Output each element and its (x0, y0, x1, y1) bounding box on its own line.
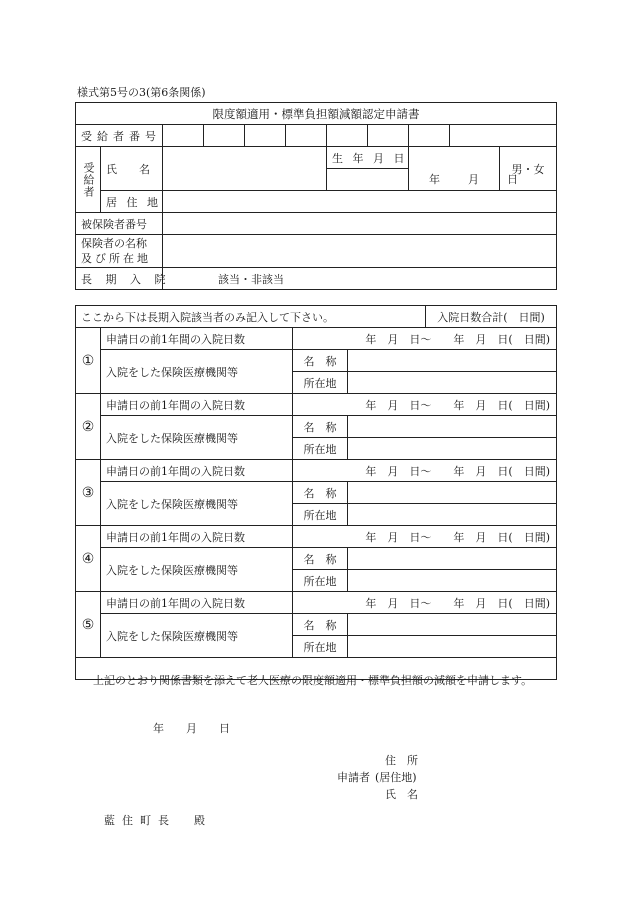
days-label: 申請日の前1年間の入院日数 (101, 328, 293, 350)
insurer-field[interactable] (163, 235, 557, 268)
entry-number: ① (76, 328, 101, 394)
recipient-number-box[interactable] (163, 125, 204, 147)
facility-name-label: 名 称 (293, 614, 348, 636)
birth-year-label: 年 (429, 173, 440, 186)
entry-number: ③ (76, 460, 101, 526)
facility-location-label: 所在地 (293, 504, 348, 526)
declaration-section (76, 658, 557, 827)
application-date-field[interactable]: 年 月 日 (153, 722, 230, 735)
declaration-text: 上記のとおり関係書類を添えて老人医療の限度額適用・標準負担額の減額を申請します。 (93, 674, 533, 687)
name-label: 氏 名 (101, 147, 163, 191)
birth-blank (327, 169, 409, 191)
entry-number: ④ (76, 526, 101, 592)
recipient-number-blank (450, 125, 557, 147)
recipient-number-box[interactable] (327, 125, 368, 147)
facility-label: 入院をした保険医療機関等 (101, 350, 293, 394)
facility-location-field[interactable] (348, 504, 557, 526)
total-days-field[interactable]: 入院日数合計( 日間) (426, 306, 557, 328)
long-term-label: 長 期 入 院 (76, 268, 163, 290)
insured-number-label: 被保険者番号 (76, 213, 163, 235)
period-field[interactable]: 年 月 日〜 年 月 日( 日間) (293, 526, 557, 548)
insurer-label (76, 235, 163, 268)
facility-name-label: 名 称 (293, 482, 348, 504)
period-field[interactable]: 年 月 日〜 年 月 日( 日間) (293, 394, 557, 416)
application-form-top (75, 102, 557, 290)
facility-location-field[interactable] (348, 570, 557, 592)
facility-name-field[interactable] (348, 548, 557, 570)
birth-month-label: 月 (468, 173, 479, 186)
facility-label: 入院をした保険医療機関等 (101, 614, 293, 658)
period-field[interactable]: 年 月 日〜 年 月 日( 日間) (293, 328, 557, 350)
days-label: 申請日の前1年間の入院日数 (101, 460, 293, 482)
applicant-residence-label: (居住地) (375, 771, 417, 784)
insured-number-field[interactable] (163, 213, 557, 235)
facility-label: 入院をした保険医療機関等 (101, 482, 293, 526)
form-number: 様式第5号の3(第6条関係) (77, 86, 206, 99)
long-term-select[interactable]: 該当・非該当 (163, 268, 557, 290)
facility-location-field[interactable] (348, 372, 557, 394)
facility-label: 入院をした保険医療機関等 (101, 548, 293, 592)
long-term-hospitalization-table (75, 305, 557, 827)
facility-label: 入院をした保険医療機関等 (101, 416, 293, 460)
recipient-label: 受給者 (76, 147, 101, 213)
days-label: 申請日の前1年間の入院日数 (101, 394, 293, 416)
facility-location-label: 所在地 (293, 372, 348, 394)
insurer-label-line-1: 保険者の名称 (81, 237, 147, 250)
facility-name-label: 名 称 (293, 350, 348, 372)
address-field[interactable] (163, 191, 557, 213)
address-label: 居 住 地 (101, 191, 163, 213)
sex-select[interactable]: 男・女 (500, 147, 557, 191)
period-field[interactable]: 年 月 日〜 年 月 日( 日間) (293, 460, 557, 482)
recipient-number-box[interactable] (245, 125, 286, 147)
days-label: 申請日の前1年間の入院日数 (101, 592, 293, 614)
facility-name-field[interactable] (348, 416, 557, 438)
insurer-label-line-2: 及び所在地 (81, 252, 151, 265)
entry-number: ② (76, 394, 101, 460)
entry-number: ⑤ (76, 592, 101, 658)
birth-date-field[interactable] (409, 147, 518, 191)
recipient-number-box[interactable] (204, 125, 245, 147)
facility-name-field[interactable] (348, 350, 557, 372)
facility-location-field[interactable] (348, 438, 557, 460)
applicant-address-label: 住 所 (385, 754, 418, 767)
facility-name-field[interactable] (348, 614, 557, 636)
applicant-label: 申請者 (337, 771, 370, 784)
facility-name-field[interactable] (348, 482, 557, 504)
ltc-header-note: ここから下は長期入院該当者のみ記入して下さい。 (76, 306, 426, 328)
name-field[interactable] (163, 147, 327, 191)
days-label: 申請日の前1年間の入院日数 (101, 526, 293, 548)
recipient-number-box[interactable] (409, 125, 450, 147)
form-title: 限度額適用・標準負担額減額認定申請書 (76, 103, 557, 125)
period-field[interactable]: 年 月 日〜 年 月 日( 日間) (293, 592, 557, 614)
facility-location-label: 所在地 (293, 636, 348, 658)
birth-day-label: 日 (507, 173, 518, 186)
facility-name-label: 名 称 (293, 548, 348, 570)
facility-name-label: 名 称 (293, 416, 348, 438)
facility-location-label: 所在地 (293, 570, 348, 592)
facility-location-field[interactable] (348, 636, 557, 658)
facility-location-label: 所在地 (293, 438, 348, 460)
addressee: 藍住町長 殿 (104, 814, 212, 827)
birth-label: 生 年 月 日 (327, 147, 409, 169)
recipient-number-box[interactable] (286, 125, 327, 147)
recipient-number-box[interactable] (368, 125, 409, 147)
applicant-name-label: 氏 名 (385, 788, 418, 801)
recipient-number-label: 受給者番号 (76, 125, 163, 147)
